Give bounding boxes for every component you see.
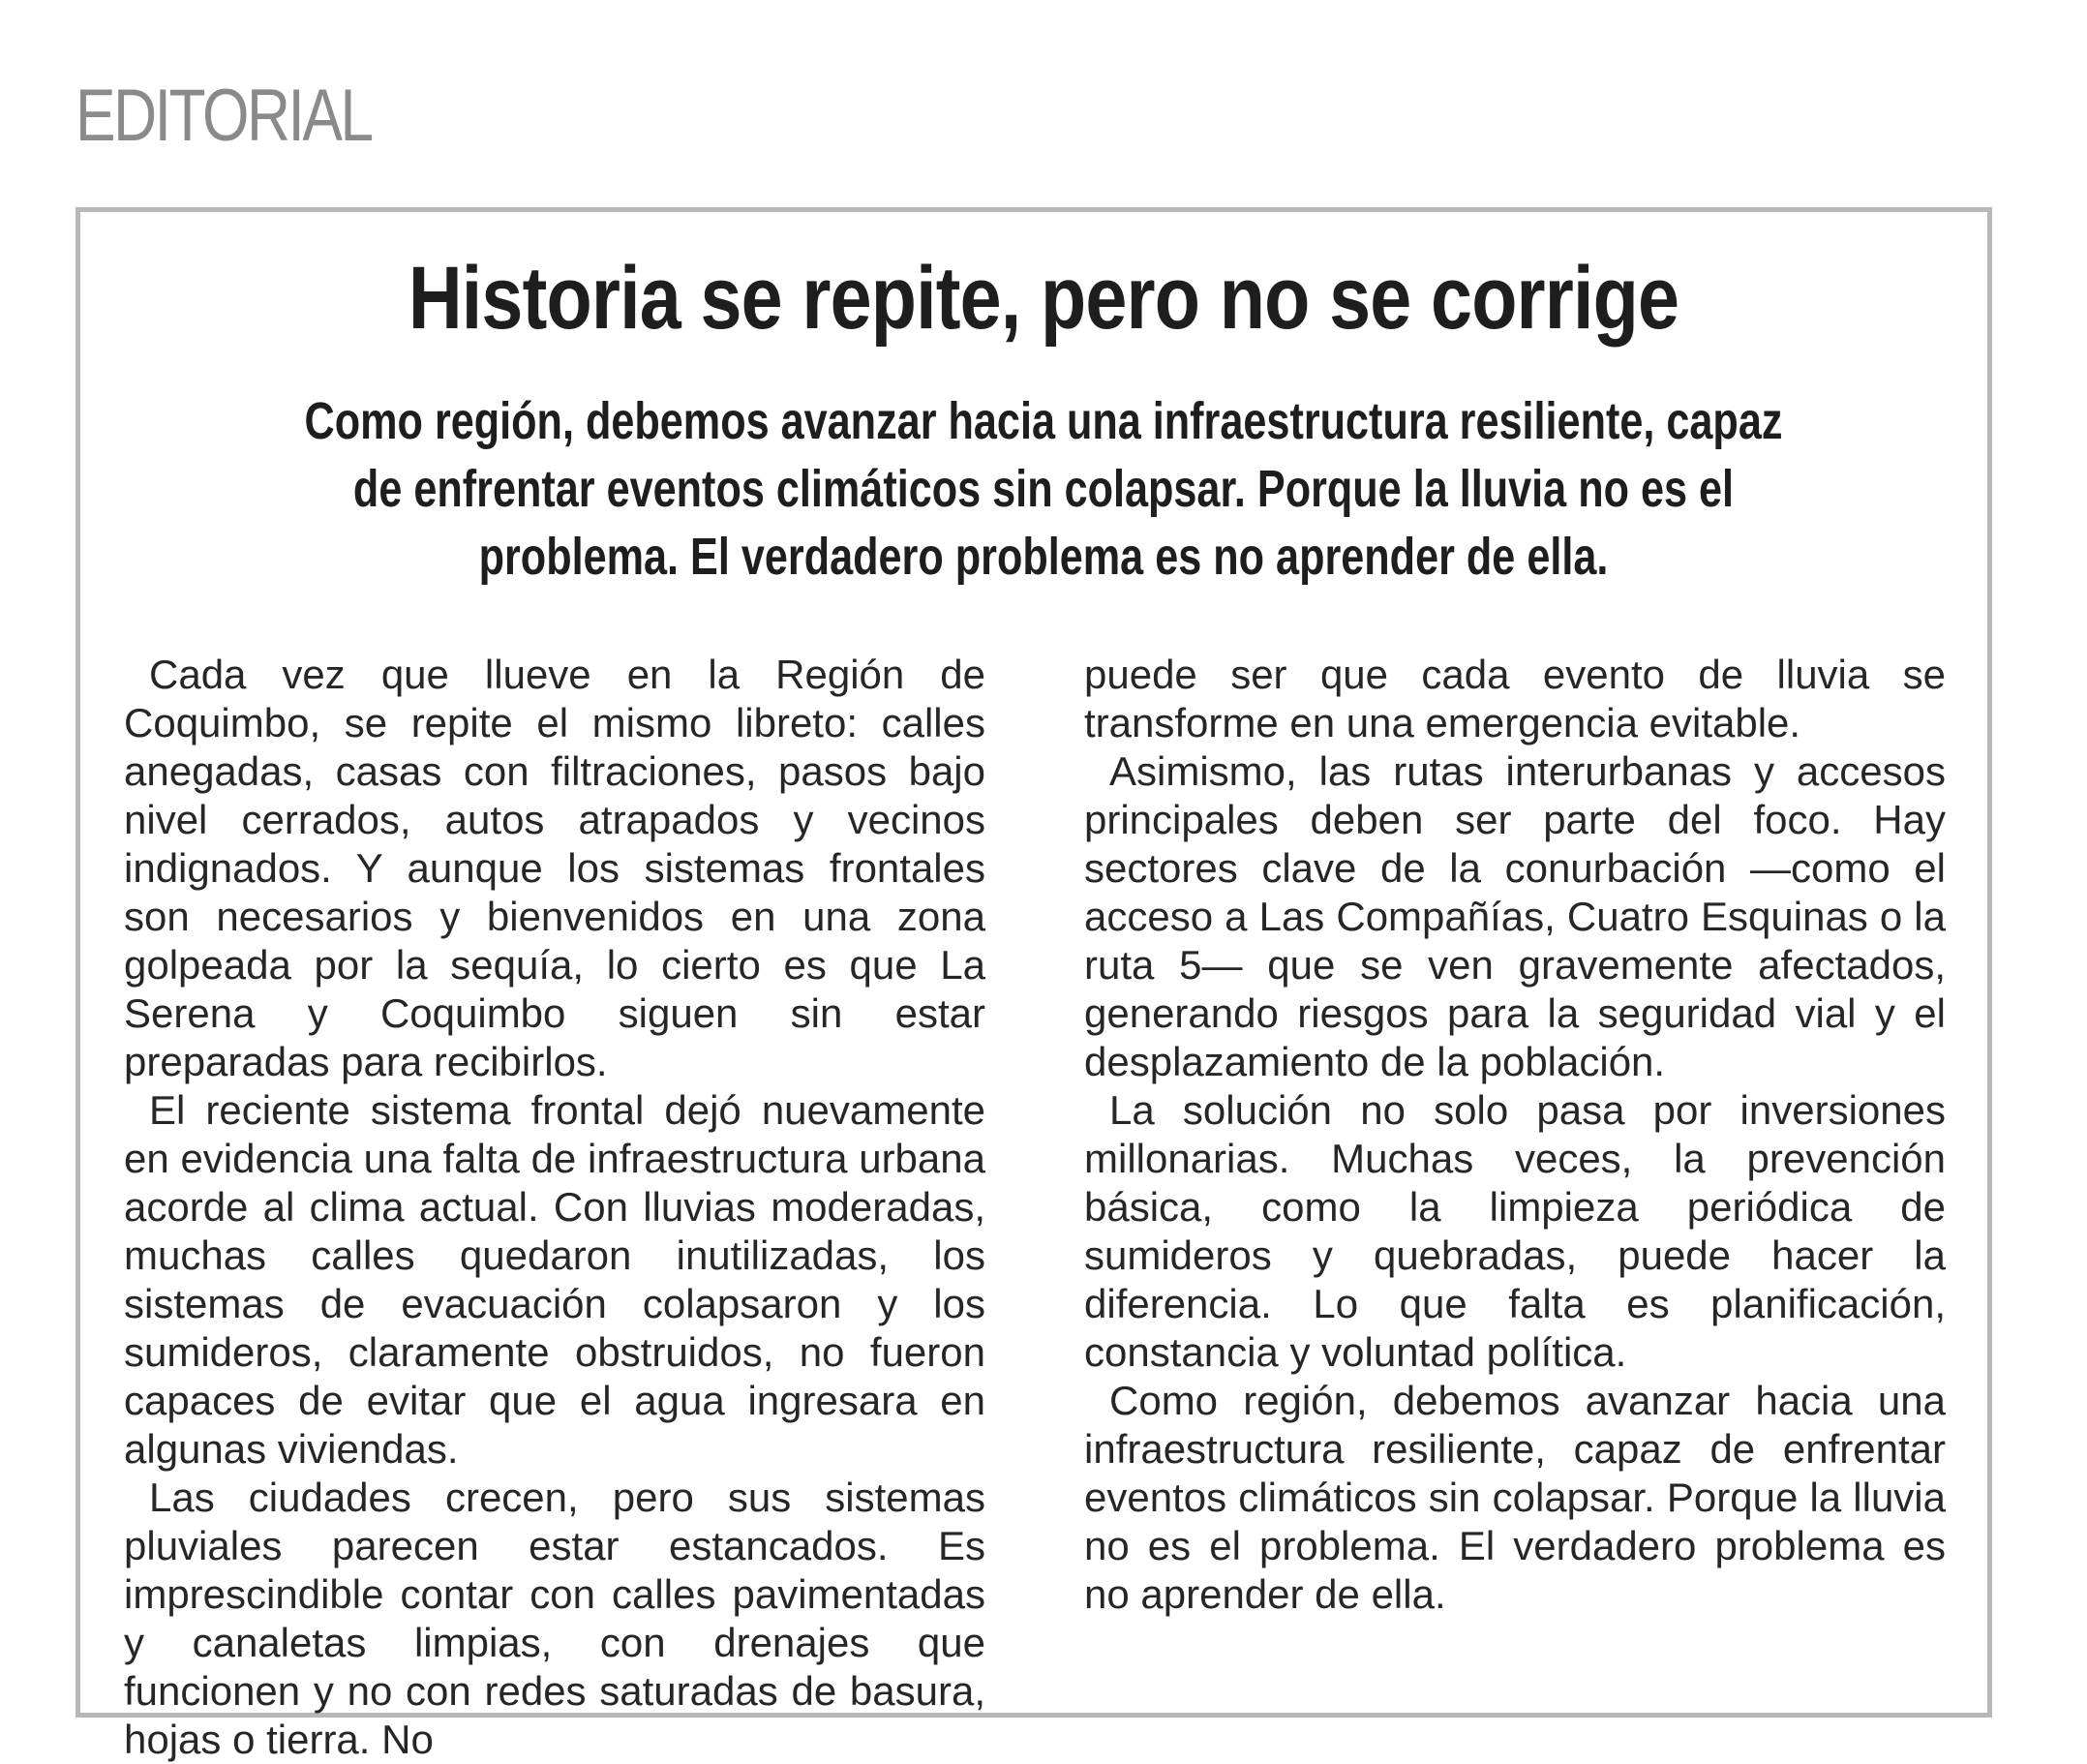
right-column (1084, 651, 1946, 1619)
paragraph-5: La solución no solo pasa por inversiones millonarias. Muchas veces, la prevención básica, como la limpieza periódica de sumideros y quebradas, puede hacer la diferencia. Lo que falta es planificación, constancia y voluntad política. (1084, 1087, 1946, 1375)
left-column (124, 651, 985, 1764)
paragraph-6: Como región, debemos avanzar hacia una infraestructura resiliente, capaz de enfrentar eventos climáticos sin colapsar. Porque la lluvia no es el problema. El verdadero problema es no aprender de ella. (1084, 1378, 1946, 1617)
paragraph-2: El reciente sistema frontal dejó nuevamente en evidencia una falta de infraestructura urbana acorde al clima actual. Con lluvias moderadas, muchas calles quedaron inutilizadas, los sistemas de evacuación colapsaron y los sumideros, claramente obstruidos, no fueron capaces de evitar que el agua ingresara en algunas viviendas. (124, 1087, 985, 1472)
paragraph-1: Cada vez que llueve en la Región de Coquimbo, se repite el mismo libreto: calles anegadas, casas con filtraciones, pasos bajo nivel cerrados, autos atrapados y vecinos indignados. Y aunque los sistemas frontales son necesarios y bienvenidos en una zona golpeada por la sequía, lo cierto es que La Serena y Coquimbo siguen sin estar preparadas para recibirlos. (124, 652, 985, 1084)
deck-summary: Como región, debemos avanzar hacia una infraestructura resiliente, capaz de enfrentar eventos climáticos sin colapsar. Porque la lluvia no es el problema. El verdadero problema es no aprender de ella. (304, 392, 1783, 586)
article-body (124, 651, 1953, 1762)
section-label: EDITORIAL (76, 75, 372, 157)
headline: Historia se repite, pero no se corrige (408, 249, 1679, 348)
paragraph-3: Las ciudades crecen, pero sus sistemas pluviales parecen estar estancados. Es imprescindible contar con calles pavimentadas y canaletas limpias, con drenajes que funcionen y no con redes saturadas de basura, hojas o tierra. No (124, 1475, 985, 1762)
paragraph-3-continuation: puede ser que cada evento de lluvia se transforme en una emergencia evitable. (1084, 652, 1946, 745)
paragraph-4: Asimismo, las rutas interurbanas y accesos principales deben ser parte del foco. Hay sectores clave de la conurbación —como el acceso a Las Compañías, Cuatro Esquinas o la ruta 5— que se ven gravemente afectados, generando riesgos para la seguridad vial y el desplazamiento de la población. (1084, 748, 1946, 1084)
